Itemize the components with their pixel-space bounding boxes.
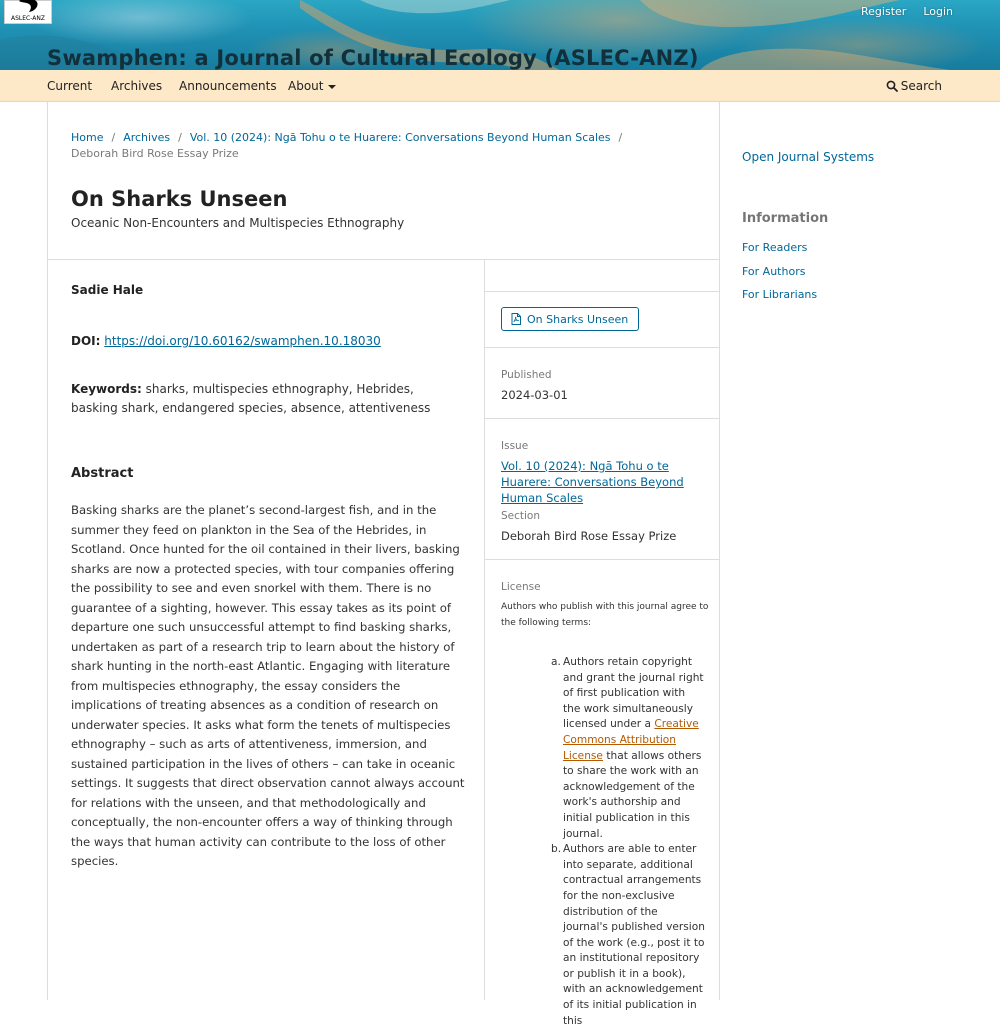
list-marker: a. — [551, 656, 561, 668]
login-link[interactable]: Login — [923, 5, 953, 18]
primary-nav — [0, 70, 1000, 102]
nav-item-about-label: About — [288, 79, 324, 93]
pdf-galley-button[interactable] — [501, 307, 639, 331]
license-term-b-text: Authors are able to enter into separate, additional contractual arrangements for the non-exclusive distribution of the journal's published version of the work (e.g., post it to an institutional repository or publish it in a book), with an acknowledgement of its initial publication in this — [563, 843, 705, 1027]
search-icon — [886, 80, 898, 92]
license-term-a-text-cont: that allows others to share the work with an acknowledgement of the work's authorship and initial publication in this journal. — [563, 749, 702, 840]
divider — [485, 291, 719, 292]
keywords — [71, 380, 463, 418]
main-content — [47, 102, 720, 1027]
license-intro: Authors who publish with this journal agree to the following terms: — [501, 602, 709, 628]
list-marker: b. — [551, 843, 562, 856]
cc-license-link[interactable]: Creative Commons Attribution License — [563, 718, 699, 762]
breadcrumb-archives[interactable]: Archives — [123, 131, 171, 144]
divider — [485, 418, 719, 419]
breadcrumb — [71, 130, 671, 162]
divider — [485, 559, 719, 560]
doi-label: DOI: — [71, 334, 101, 348]
article-subtitle: Oceanic Non-Encounters and Multispecies Ethnography — [71, 216, 405, 230]
doi-link[interactable]: https://doi.org/10.60162/swamphen.10.18030 — [104, 334, 381, 348]
breadcrumb-issue[interactable]: Vol. 10 (2024): Ngā Tohu o te Huarere: Conversations Beyond Human Scales — [189, 131, 611, 144]
divider — [485, 347, 719, 348]
nav-item-about[interactable] — [288, 79, 336, 93]
file-pdf-icon — [511, 313, 521, 325]
sidebar-link-readers[interactable]: For Readers — [742, 241, 808, 254]
published-date: 2024-03-01 — [501, 388, 568, 402]
nav-item-announcements[interactable]: Announcements — [179, 79, 277, 93]
logo-text: ASLEC-ANZ — [11, 15, 45, 22]
published-label: Published — [501, 369, 552, 381]
doi — [71, 334, 381, 348]
breadcrumb-separator: / — [618, 131, 623, 144]
breadcrumb-separator: / — [178, 131, 182, 144]
search-link[interactable] — [886, 79, 942, 93]
breadcrumb-current: Deborah Bird Rose Essay Prize — [71, 147, 239, 160]
site-title[interactable]: Swamphen: a Journal of Cultural Ecology (ASLEC-ANZ) — [47, 46, 699, 70]
license-term-b — [551, 842, 705, 1029]
user-nav — [861, 5, 953, 18]
register-link[interactable]: Register — [861, 5, 907, 18]
caret-down-icon — [328, 85, 336, 89]
information-heading: Information — [742, 211, 829, 226]
license-term-a — [551, 655, 705, 842]
issue-link[interactable]: Vol. 10 (2024): Ngā Tohu o te Huarere: Conversations Beyond Human Scales — [501, 459, 684, 505]
section-value: Deborah Bird Rose Essay Prize — [501, 529, 677, 543]
journal-logo[interactable] — [4, 0, 52, 24]
author-name: Sadie Hale — [71, 283, 144, 297]
issue-label: Issue — [501, 440, 529, 452]
license-terms — [551, 655, 705, 1029]
license-label: License — [501, 581, 541, 593]
sidebar-link-librarians[interactable]: For Librarians — [742, 288, 818, 301]
license-term-a-text: Authors retain copyright and grant the journal right of first publication with the work simultaneously licensed under a — [563, 656, 704, 731]
sidebar-link-authors[interactable]: For Authors — [742, 265, 806, 278]
nav-item-archives[interactable]: Archives — [111, 79, 163, 93]
breadcrumb-separator: / — [111, 131, 116, 144]
nav-item-current[interactable]: Current — [47, 79, 93, 93]
keywords-label: Keywords: — [71, 382, 142, 396]
section-label: Section — [501, 510, 541, 522]
pdf-galley-label: On Sharks Unseen — [527, 312, 629, 326]
keywords-value: sharks, multispecies ethnography, Hebrides, basking shark, endangered species, absence, attentiveness — [71, 382, 431, 415]
site-header — [0, 0, 1000, 70]
ojs-link[interactable]: Open Journal Systems — [742, 150, 875, 164]
breadcrumb-home[interactable]: Home — [71, 131, 104, 144]
abstract-text: Basking sharks are the planet’s second-largest fish, and in the summer they feed on plankton in the Sea of the Hebrides, in Scotland. Once hunted for the oil contained in their livers, basking sharks are now a protected species, with tour companies offering the possibility to see and even snorkel with them. There is no guarantee of a sighting, however. This essay takes as its point of departure one such unsuccessful attempt to find basking sharks, undertaken as part of a research trip to learn about the history of shark hunting in the north-east Atlantic. Engaging with literature from multispecies ethnography, the essay considers the implications of treating absences as a condition of research on underwater species. It asks what form the tenets of multispecies ethnography – such as arts of attentiveness, immersion, and sustained participation in the lives of others – can take in oceanic settings. It suggests that direct observation cannot always account for relations with the unseen, and that methodologically and conceptually, the non-encounter offers a way of thinking through the ways that human activity can contribute to the loss of other species. — [71, 503, 465, 868]
search-label: Search — [900, 79, 942, 93]
abstract-heading: Abstract — [71, 466, 134, 481]
column-divider — [484, 259, 485, 1000]
logo-swirl-icon — [17, 0, 41, 15]
article-title: On Sharks Unseen — [71, 187, 288, 211]
divider — [48, 259, 719, 260]
